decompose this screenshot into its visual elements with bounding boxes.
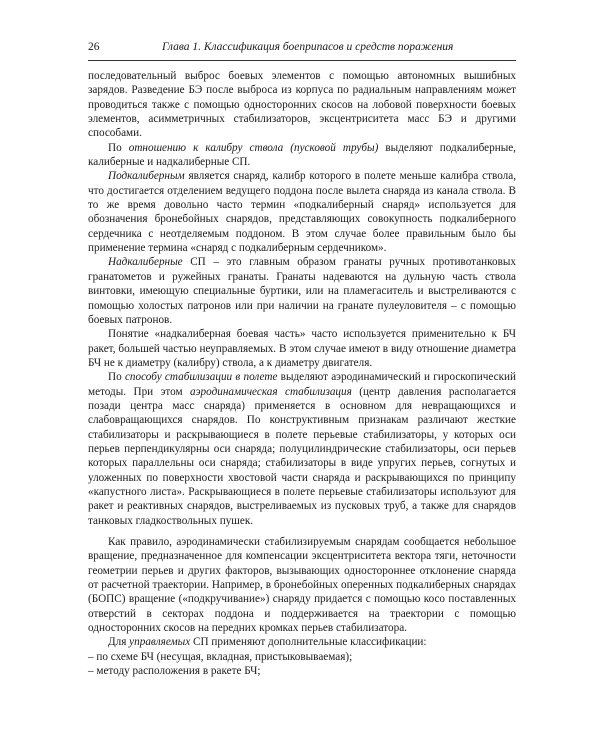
chapter-title: Глава 1. Классификация боеприпасов и средств поражения <box>162 41 454 53</box>
page-number: 26 <box>88 41 100 53</box>
header-rule <box>88 60 516 61</box>
paragraph-4: Надкалиберные СП – это главным образом гранаты ручных противотанковых гранатометов и ружейных гранаты. Гранаты надеваются на дульную часть ствола винтовки, имеющую специальные буртики, или на пламегаситель и выстреливаются с помощью холостых патронов или при наличии на гранате пулеуловителя – с помощью боевых патронов. <box>88 256 516 326</box>
list-item: – по схеме БЧ (несущая, вкладная, пристыковываемая); <box>88 650 353 663</box>
paragraph-8: Для управляемых СП применяют дополнительные классификации: <box>108 636 427 649</box>
body-text <box>88 69 516 678</box>
paragraph-6: По способу стабилизации в полете выделяют аэродинамический и гироскопический методы. При этом аэродинамическая стабилизация (центр давления располагается позади центра масс снаряда) применяется в основном для невращающихся и слабовращающихся снарядов. По конструктивным признакам различают жесткие стабилизаторы и раскрывающиеся в полете перьевые стабилизаторы, у которых оси перьев перпендикулярны оси снаряда; полуцилиндрические стабилизаторы, оси перьев которых параллельны оси снаряда; стабилизаторы в виде упругих перьев, согнутых и уложенных по поверхности хвостовой части снаряда и раскрывающихся по принципу «капустного листа». Раскрывающиеся в полете перьевые стабилизаторы используют для ракет и реактивных снарядов, выстреливаемых из пусковых труб, а также для снарядов танковых гладкоствольных пушек. <box>88 371 516 527</box>
paragraph-5: Понятие «надкалиберная боевая часть» часто используется применительно к БЧ ракет, большей частью неуправляемых. В этом случае имеют в виду отношение диаметра БЧ не к диаметру (калибру) ствола, а к диаметру двигателя. <box>88 328 516 369</box>
page-header <box>88 41 516 59</box>
paragraph-1: последовательный выброс боевых элементов с помощью автономных вышибных зарядов. Разведение БЭ после выброса из корпуса по радиальным направлениям может проводиться также с помощью односторонних скосов на лобовой поверхности боевых элементов, асимметричных стабилизаторов, эксцентриситета масс БЭ и другими способами. <box>88 70 516 140</box>
paragraph-2: По отношению к калибру ствола (пусковой трубы) выделяют подкалиберные, калиберные и надкалиберные СП. <box>88 141 516 169</box>
paragraph-7: Как правило, аэродинамически стабилизируемым снарядам сообщается небольшое вращение, предназначенное для компенсации эксцентриситета вектора тяги, неточности геометрии перьев и других факторов, вызывающих одностороннее отклонение снаряда от расчетной траектории. Например, в бронебойных оперенных подкалиберных снарядах (БОПС) вращение («подкручивание») снаряду придается с помощью косо поставленных отверстий в секторах поддона и поддерживается на траектории с помощью односторонних скосов на передних кромках перьев стабилизатора. <box>88 536 516 635</box>
paragraph-3: Подкалиберным является снаряд, калибр которого в полете меньше калибра ствола, что достигается отделением ведущего поддона после вылета снаряда из канала ствола. В то же время довольно часто термин «подкалиберный снаряд» используется для обозначения бронебойных снарядов, представляющих совокупность подкалиберного сердечника с неотделяемым поддоном. В этом случае более правильным было бы применение термина «снаряд с подкалиберным сердечником». <box>88 170 516 255</box>
list-item: – методу расположения в ракете БЧ; <box>88 665 261 678</box>
